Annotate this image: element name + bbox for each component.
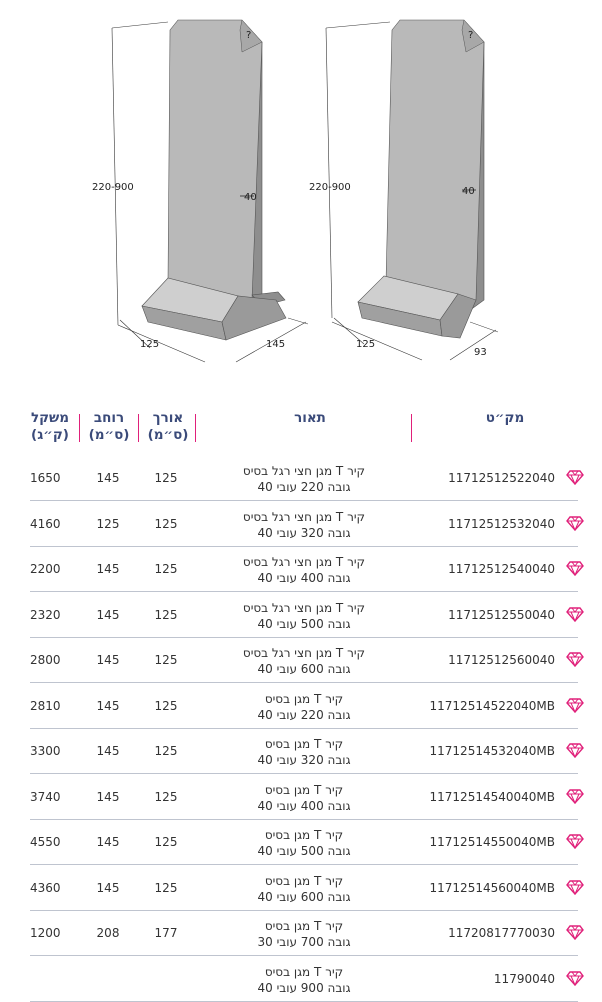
table-row bbox=[0, 638, 602, 683]
header-separator bbox=[79, 414, 80, 442]
description-line-2: גובה 320 עובי 40 bbox=[257, 525, 351, 540]
cell-description bbox=[214, 600, 394, 632]
gem-icon[interactable] bbox=[566, 970, 584, 986]
row-divider bbox=[30, 1001, 578, 1002]
description-line-2: גובה 700 עובי 30 bbox=[257, 935, 351, 949]
description-line-1: קיר T מגן חצי רגל בסיס bbox=[242, 509, 366, 524]
gem-icon[interactable] bbox=[566, 469, 584, 485]
cell-length: 125 bbox=[154, 698, 178, 713]
description-line-1: קיר T מגן בסיס bbox=[264, 782, 344, 797]
left-width-label: 145 bbox=[266, 339, 286, 350]
description-line-2: גובה 900 עובי 40 bbox=[257, 980, 351, 995]
cell-description bbox=[214, 827, 394, 859]
cell-description bbox=[214, 645, 394, 677]
cell-width: 145 bbox=[96, 698, 120, 713]
right-length-label: 125 bbox=[356, 339, 376, 350]
cell-width: 145 bbox=[96, 653, 120, 667]
right-thickness-label: 40 bbox=[462, 186, 475, 197]
cell-description bbox=[214, 463, 394, 495]
product-table bbox=[0, 400, 602, 995]
cell-sku: 11720817770030 bbox=[448, 926, 555, 940]
cell-sku: 11790040 bbox=[493, 971, 555, 986]
gem-icon[interactable] bbox=[566, 651, 584, 667]
header-description: תאור bbox=[294, 410, 326, 426]
header-width: רוחב (ס״מ) bbox=[88, 410, 130, 443]
gem-icon[interactable] bbox=[566, 606, 584, 622]
cell-sku: 11712512560040 bbox=[448, 653, 555, 667]
gem-icon[interactable] bbox=[566, 833, 584, 849]
description-line-2: גובה 600 עובי 40 bbox=[257, 889, 351, 904]
cell-weight: 1200 bbox=[30, 926, 61, 940]
cell-weight: 2200 bbox=[30, 562, 61, 576]
cell-weight: 3740 bbox=[30, 789, 61, 804]
gem-icon[interactable] bbox=[566, 742, 584, 758]
product-drawings bbox=[0, 0, 602, 380]
description-line-2: גובה 220 עובי 40 bbox=[257, 480, 351, 494]
cell-length: 125 bbox=[154, 789, 178, 804]
description-line-1: קיר T מגן בסיס bbox=[264, 964, 344, 979]
cell-description bbox=[214, 918, 394, 950]
description-line-1: קיר T מגן בסיס bbox=[264, 828, 344, 842]
cell-width: 145 bbox=[96, 607, 120, 622]
right-mark: ? bbox=[468, 30, 474, 41]
cell-width: 145 bbox=[96, 562, 120, 576]
table-row bbox=[0, 866, 602, 911]
gem-icon[interactable] bbox=[566, 697, 584, 713]
cell-weight: 3300 bbox=[30, 744, 61, 758]
cell-weight: 4550 bbox=[30, 835, 61, 849]
cell-sku: 11712512532040 bbox=[448, 516, 555, 531]
table-row bbox=[0, 775, 602, 820]
table-row bbox=[0, 502, 602, 547]
cell-sku: 11712514560040MB bbox=[429, 880, 555, 895]
description-line-2: גובה 600 עובי 40 bbox=[257, 662, 351, 676]
left-length-label: 125 bbox=[140, 339, 160, 350]
cell-width: 208 bbox=[96, 926, 120, 940]
cell-description bbox=[214, 782, 394, 814]
table-row bbox=[0, 729, 602, 774]
cell-sku: 11712514522040MB bbox=[429, 698, 555, 713]
description-line-2: גובה 220 עובי 40 bbox=[257, 707, 351, 722]
header-sku: מק״ט bbox=[485, 410, 525, 426]
header-separator bbox=[138, 414, 139, 442]
cell-length: 125 bbox=[154, 516, 178, 531]
description-line-2: גובה 400 עובי 40 bbox=[257, 798, 351, 813]
cell-description bbox=[214, 554, 394, 586]
cell-sku: 11712514540040MB bbox=[429, 789, 555, 804]
table-row bbox=[0, 820, 602, 865]
cell-sku: 11712512522040 bbox=[448, 471, 555, 485]
cell-width: 145 bbox=[96, 835, 120, 849]
description-line-1: קיר T מגן חצי רגל בסיס bbox=[242, 646, 366, 660]
cell-weight: 2810 bbox=[30, 698, 61, 713]
cell-length: 125 bbox=[154, 471, 178, 485]
cell-description bbox=[214, 691, 394, 723]
cell-weight: 1650 bbox=[30, 471, 61, 485]
cell-description bbox=[214, 964, 394, 996]
description-line-1: קיר T מגן בסיס bbox=[264, 873, 344, 888]
cell-weight: 2800 bbox=[30, 653, 61, 667]
gem-icon[interactable] bbox=[566, 924, 584, 940]
description-line-2: גובה 320 עובי 40 bbox=[257, 753, 351, 767]
table-row bbox=[0, 456, 602, 501]
description-line-2: גובה 400 עובי 40 bbox=[257, 571, 351, 585]
drawing-left bbox=[92, 20, 308, 362]
description-line-1: קיר T מגן חצי רגל בסיס bbox=[242, 464, 366, 478]
table-header bbox=[0, 400, 602, 456]
right-width-label: 93 bbox=[474, 347, 487, 358]
description-line-1: קיר T מגן חצי רגל בסיס bbox=[242, 555, 366, 569]
header-separator bbox=[195, 414, 196, 442]
description-line-2: גובה 500 עובי 40 bbox=[257, 616, 351, 631]
table-row bbox=[0, 593, 602, 638]
cell-width: 145 bbox=[96, 789, 120, 804]
cell-sku: 11712514550040MB bbox=[429, 835, 555, 849]
cell-description bbox=[214, 509, 394, 541]
header-length: אורך (ס״מ) bbox=[147, 410, 189, 443]
description-line-1: קיר T מגן בסיס bbox=[264, 737, 344, 751]
description-line-1: קיר T מגן חצי רגל בסיס bbox=[242, 600, 366, 615]
cell-weight: 4360 bbox=[30, 880, 61, 895]
table-row bbox=[0, 957, 602, 1002]
cell-length: 125 bbox=[154, 744, 178, 758]
left-height-label: 220-900 bbox=[92, 182, 134, 193]
table-row bbox=[0, 684, 602, 729]
drawing-right bbox=[309, 20, 498, 360]
cell-length: 125 bbox=[154, 653, 178, 667]
cell-length: 125 bbox=[154, 880, 178, 895]
right-height-label: 220-900 bbox=[309, 182, 351, 193]
cell-length: 125 bbox=[154, 562, 178, 576]
cell-width: 145 bbox=[96, 471, 120, 485]
table-row bbox=[0, 911, 602, 956]
cell-weight: 2320 bbox=[30, 607, 61, 622]
header-separator bbox=[411, 414, 412, 442]
gem-icon[interactable] bbox=[566, 560, 584, 576]
cell-description bbox=[214, 873, 394, 905]
cell-width: 125 bbox=[96, 516, 120, 531]
description-line-1: קיר T מגן בסיס bbox=[264, 919, 344, 933]
cell-width: 145 bbox=[96, 880, 120, 895]
left-thickness-label: 40 bbox=[244, 192, 257, 203]
cell-sku: 11712514532040MB bbox=[429, 744, 555, 758]
gem-icon[interactable] bbox=[566, 515, 584, 531]
header-weight: משקל (ק״ג) bbox=[30, 410, 70, 443]
description-line-1: קיר T מגן בסיס bbox=[264, 691, 344, 706]
left-mark: ? bbox=[246, 30, 252, 41]
cell-width: 145 bbox=[96, 744, 120, 758]
cell-length: 125 bbox=[154, 607, 178, 622]
description-line-2: גובה 500 עובי 40 bbox=[257, 844, 351, 858]
cell-sku: 11712512550040 bbox=[448, 607, 555, 622]
cell-description bbox=[214, 736, 394, 768]
gem-icon[interactable] bbox=[566, 879, 584, 895]
cell-sku: 11712512540040 bbox=[448, 562, 555, 576]
cell-weight: 4160 bbox=[30, 516, 61, 531]
cell-length: 177 bbox=[154, 926, 178, 940]
gem-icon[interactable] bbox=[566, 788, 584, 804]
cell-length: 125 bbox=[154, 835, 178, 849]
table-row bbox=[0, 547, 602, 592]
